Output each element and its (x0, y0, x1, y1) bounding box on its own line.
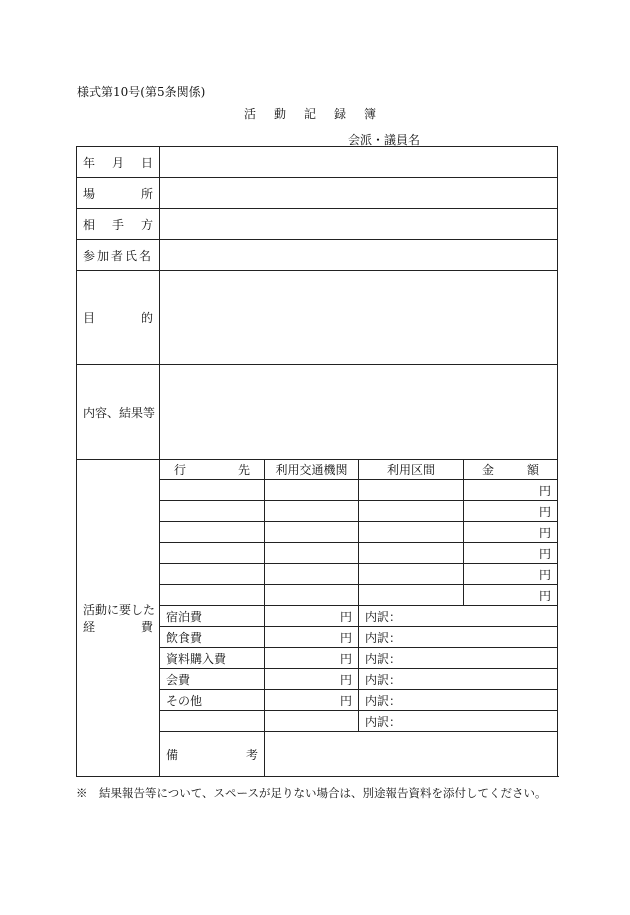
purpose-label: 目 的 (77, 271, 160, 365)
destination-cell[interactable] (160, 564, 265, 585)
faction-member-label: 会派・議員名 (348, 133, 421, 147)
date-label: 年 月 日 (77, 147, 160, 178)
page-title: 活動記録簿 (243, 107, 394, 121)
place-label: 場 所 (77, 178, 160, 209)
expense-breakdown-cell[interactable]: 内訳： (359, 606, 558, 627)
section-cell[interactable] (359, 522, 464, 543)
section-cell[interactable] (359, 543, 464, 564)
amount-cell[interactable]: 円 (464, 501, 558, 522)
section-header: 利用区間 (359, 460, 464, 480)
amount-cell[interactable]: 円 (464, 522, 558, 543)
expense-item-label: 飲食費 (160, 627, 265, 648)
travel-header-row (77, 460, 558, 480)
participants-row (77, 240, 558, 271)
destination-header: 行 先 (160, 460, 265, 480)
expense-amount-cell[interactable]: 円 (265, 648, 359, 669)
footer-note: ※ 結果報告等について、スペースが足りない場合は、別途報告資料を添付してください。 (76, 786, 547, 800)
counterpart-row (77, 209, 558, 240)
expense-amount-cell[interactable]: 円 (265, 627, 359, 648)
transport-cell[interactable] (265, 522, 359, 543)
remarks-label: 備 考 (160, 732, 265, 777)
expense-breakdown-cell[interactable]: 内訳： (359, 627, 558, 648)
section-cell[interactable] (359, 585, 464, 606)
expense-breakdown-cell[interactable]: 内訳： (359, 669, 558, 690)
transport-header: 利用交通機関 (265, 460, 359, 480)
content-row (77, 365, 558, 460)
destination-cell[interactable] (160, 522, 265, 543)
date-field[interactable] (160, 147, 558, 178)
participants-field[interactable] (160, 240, 558, 271)
amount-cell[interactable]: 円 (464, 543, 558, 564)
transport-cell[interactable] (265, 501, 359, 522)
expense-item-label: 宿泊費 (160, 606, 265, 627)
date-row (77, 147, 558, 178)
counterpart-field[interactable] (160, 209, 558, 240)
expense-breakdown-cell[interactable]: 内訳： (359, 690, 558, 711)
destination-cell[interactable] (160, 480, 265, 501)
expense-amount-cell[interactable] (265, 711, 359, 732)
destination-cell[interactable] (160, 501, 265, 522)
content-field[interactable] (160, 365, 558, 460)
expense-amount-cell[interactable]: 円 (265, 690, 359, 711)
participants-label: 参加者氏名 (77, 240, 160, 271)
destination-cell[interactable] (160, 543, 265, 564)
purpose-row (77, 271, 558, 365)
destination-cell[interactable] (160, 585, 265, 606)
transport-cell[interactable] (265, 480, 359, 501)
expense-item-label: その他 (160, 690, 265, 711)
section-cell[interactable] (359, 564, 464, 585)
counterpart-label: 相 手 方 (77, 209, 160, 240)
content-label: 内容、結果等 (77, 365, 160, 460)
place-row (77, 178, 558, 209)
purpose-field[interactable] (160, 271, 558, 365)
amount-cell[interactable]: 円 (464, 564, 558, 585)
expense-amount-cell[interactable]: 円 (265, 669, 359, 690)
expense-amount-cell[interactable]: 円 (265, 606, 359, 627)
expenses-label: 活動に要した 経 費 (77, 460, 160, 777)
amount-cell[interactable]: 円 (464, 480, 558, 501)
section-cell[interactable] (359, 480, 464, 501)
expense-item-label: 会費 (160, 669, 265, 690)
expense-breakdown-cell[interactable]: 内訳： (359, 711, 558, 732)
transport-cell[interactable] (265, 564, 359, 585)
section-cell[interactable] (359, 501, 464, 522)
transport-cell[interactable] (265, 543, 359, 564)
amount-cell[interactable]: 円 (464, 585, 558, 606)
expense-item-label: 資料購入費 (160, 648, 265, 669)
transport-cell[interactable] (265, 585, 359, 606)
expense-item-label[interactable] (160, 711, 265, 732)
remarks-field[interactable] (265, 732, 558, 777)
amount-header: 金 額 (464, 460, 558, 480)
expense-breakdown-cell[interactable]: 内訳： (359, 648, 558, 669)
activity-record-table (76, 146, 558, 777)
place-field[interactable] (160, 178, 558, 209)
form-number: 様式第10号(第5条関係) (77, 85, 206, 99)
